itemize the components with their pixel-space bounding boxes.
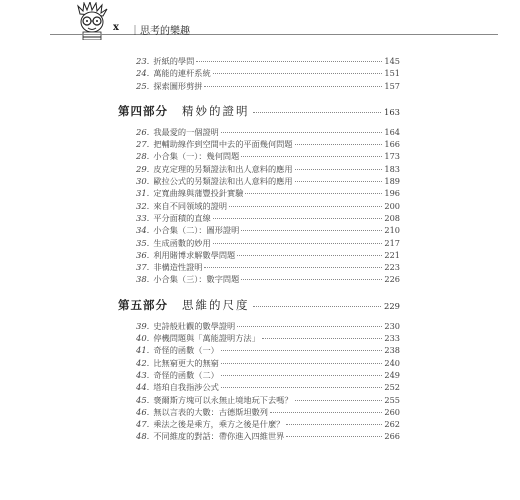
entry-number: 30. bbox=[136, 176, 150, 187]
entry-title: 把輔助線作到空間中去的平面幾何問題 bbox=[153, 139, 293, 150]
leader-dots bbox=[245, 193, 382, 194]
entry-number: 43. bbox=[136, 369, 150, 380]
entry-page: 262 bbox=[384, 419, 400, 430]
leader-dots bbox=[295, 169, 383, 170]
entry-title: 平分面積的直線 bbox=[153, 212, 211, 223]
table-of-contents bbox=[118, 56, 400, 444]
leader-dots bbox=[221, 363, 383, 364]
entry-page: 230 bbox=[384, 320, 400, 331]
entry-title: 探索圖形剪拼 bbox=[153, 80, 203, 91]
entry-page: 157 bbox=[384, 80, 400, 91]
entry-page: 210 bbox=[384, 225, 400, 236]
leader-dots bbox=[241, 230, 382, 231]
entry-page: 233 bbox=[384, 333, 400, 344]
entry-title: 利用賭博求解數學問題 bbox=[153, 249, 236, 260]
entry-title: 史詩般壯觀的數學證明 bbox=[153, 320, 236, 331]
entry-title: 停機問題與「萬能證明方法」 bbox=[153, 333, 260, 344]
entry-title: 非構造性證明 bbox=[153, 262, 203, 273]
toc-entry bbox=[118, 176, 400, 188]
toc-entry bbox=[118, 56, 400, 68]
leader-dots bbox=[204, 267, 382, 268]
page-number: x bbox=[113, 22, 119, 33]
toc-part-heading-5 bbox=[118, 297, 400, 313]
entry-title: 塔珀自我指涉公式 bbox=[153, 382, 219, 393]
entry-page: 217 bbox=[384, 237, 400, 248]
entry-number: 45. bbox=[136, 394, 150, 405]
entry-number: 46. bbox=[136, 406, 150, 417]
entry-page: 189 bbox=[384, 176, 400, 187]
entry-page: 252 bbox=[384, 382, 400, 393]
running-title: ｜思考的樂趣 bbox=[130, 26, 190, 37]
part-label: 第四部分 bbox=[118, 103, 168, 118]
entry-number: 28. bbox=[136, 151, 150, 162]
part-page: 229 bbox=[384, 300, 400, 311]
entry-page: 223 bbox=[384, 262, 400, 273]
toc-entry bbox=[118, 321, 400, 333]
entry-number: 34. bbox=[136, 225, 150, 236]
leader-dots bbox=[286, 436, 382, 437]
entry-number: 38. bbox=[136, 274, 150, 285]
entry-title: 褒爾斯方塊可以永無止境地玩下去嗎？ bbox=[153, 394, 293, 405]
entry-page: 151 bbox=[384, 68, 400, 79]
entry-number: 23. bbox=[136, 56, 150, 66]
leader-dots bbox=[221, 387, 383, 388]
entry-title: 不同維度的對話：帶你進入四維世界 bbox=[153, 431, 285, 442]
leader-dots bbox=[295, 181, 383, 182]
toc-entry bbox=[118, 225, 400, 237]
entry-title: 我最愛的一個證明 bbox=[153, 126, 219, 137]
toc-entry bbox=[118, 274, 400, 286]
leader-dots bbox=[221, 350, 383, 351]
entry-page: 249 bbox=[384, 369, 400, 380]
toc-entry bbox=[118, 238, 400, 250]
entry-number: 42. bbox=[136, 357, 150, 368]
leader-dots bbox=[221, 375, 383, 376]
entry-title: 奇怪的函數（二） bbox=[153, 369, 219, 380]
toc-entry bbox=[118, 407, 400, 419]
entry-page: 166 bbox=[384, 139, 400, 150]
entry-page: 255 bbox=[384, 394, 400, 405]
toc-entry bbox=[118, 127, 400, 139]
entry-number: 48. bbox=[136, 431, 150, 442]
entry-title: 小合集（二）：圖形證明 bbox=[153, 225, 240, 236]
entry-title: 無以言表的大數：古德斯坦數列 bbox=[153, 406, 268, 417]
entry-number: 36. bbox=[136, 249, 150, 260]
entry-page: 240 bbox=[384, 357, 400, 368]
entry-page: 173 bbox=[384, 151, 400, 162]
toc-entry bbox=[118, 333, 400, 345]
entry-title: 來自不同領域的證明 bbox=[153, 200, 228, 211]
toc-entry bbox=[118, 213, 400, 225]
entry-page: 183 bbox=[384, 163, 400, 174]
leader-dots bbox=[204, 86, 382, 87]
leader-dots bbox=[213, 73, 383, 74]
entry-number: 41. bbox=[136, 345, 150, 356]
toc-entry bbox=[118, 201, 400, 213]
toc-entry bbox=[118, 81, 400, 93]
entry-title: 生成函數的妙用 bbox=[153, 237, 211, 248]
entry-number: 35. bbox=[136, 237, 150, 248]
toc-entry bbox=[118, 151, 400, 163]
toc-entry bbox=[118, 395, 400, 407]
leader-dots bbox=[295, 400, 383, 401]
entry-page: 260 bbox=[384, 406, 400, 417]
entry-number: 44. bbox=[136, 382, 150, 393]
toc-group-part5 bbox=[118, 321, 400, 444]
entry-title: 小合集（一）：幾何問題 bbox=[153, 151, 240, 162]
leader-dots bbox=[213, 218, 383, 219]
entry-title: 比無窮更大的無窮 bbox=[153, 357, 219, 368]
entry-number: 33. bbox=[136, 212, 150, 223]
leader-dots bbox=[295, 144, 383, 145]
entry-page: 238 bbox=[384, 345, 400, 356]
toc-entry bbox=[118, 188, 400, 200]
entry-number: 32. bbox=[136, 200, 150, 211]
entry-number: 31. bbox=[136, 188, 150, 199]
entry-page: 221 bbox=[384, 249, 400, 260]
leader-dots bbox=[213, 243, 383, 244]
entry-title: 皮克定理的另類證法和出人意料的應用 bbox=[153, 163, 293, 174]
header-rule bbox=[50, 34, 498, 35]
leader-dots bbox=[196, 61, 382, 62]
entry-page: 164 bbox=[384, 126, 400, 137]
entry-page: 200 bbox=[384, 200, 400, 211]
entry-page: 226 bbox=[384, 274, 400, 285]
entry-page: 145 bbox=[384, 56, 400, 66]
entry-page: 196 bbox=[384, 188, 400, 199]
entry-number: 29. bbox=[136, 163, 150, 174]
leader-dots bbox=[253, 112, 382, 113]
entry-page: 208 bbox=[384, 212, 400, 223]
entry-number: 39. bbox=[136, 320, 150, 331]
entry-title: 乘法之後是乘方，乘方之後是什麼？ bbox=[153, 419, 285, 430]
entry-number: 24. bbox=[136, 68, 150, 79]
leader-dots bbox=[241, 156, 382, 157]
entry-number: 40. bbox=[136, 333, 150, 344]
entry-title: 奇怪的函數（一） bbox=[153, 345, 219, 356]
toc-entry bbox=[118, 370, 400, 382]
entry-number: 37. bbox=[136, 262, 150, 273]
part-label: 第五部分 bbox=[118, 297, 168, 312]
leader-dots bbox=[241, 279, 382, 280]
part-title: 精妙的證明 bbox=[182, 103, 250, 118]
toc-entry bbox=[118, 382, 400, 394]
toc-group-part3-tail bbox=[118, 56, 400, 93]
toc-group-part4 bbox=[118, 127, 400, 287]
entry-title: 定寬曲線與蒲豐投針實驗 bbox=[153, 188, 244, 199]
entry-page: 266 bbox=[384, 431, 400, 442]
entry-number: 25. bbox=[136, 80, 150, 91]
leader-dots bbox=[237, 326, 382, 327]
entry-number: 47. bbox=[136, 419, 150, 430]
entry-title: 小合集（三）：數字問題 bbox=[153, 274, 240, 285]
entry-title: 萬能的連杆系統 bbox=[153, 68, 211, 79]
book-title: 思考的樂趣 bbox=[140, 26, 190, 37]
toc-entry bbox=[118, 262, 400, 274]
page-header bbox=[0, 0, 520, 40]
leader-dots bbox=[270, 412, 382, 413]
entry-number: 27. bbox=[136, 139, 150, 150]
entry-number: 26. bbox=[136, 126, 150, 137]
part-page: 163 bbox=[384, 106, 400, 117]
toc-part-heading-4 bbox=[118, 103, 400, 119]
toc-entry bbox=[118, 139, 400, 151]
entry-title: 歐拉公式的另類證法和出人意料的應用 bbox=[153, 176, 293, 187]
leader-dots bbox=[221, 132, 383, 133]
toc-entry bbox=[118, 68, 400, 80]
leader-dots bbox=[253, 306, 382, 307]
toc-entry bbox=[118, 164, 400, 176]
toc-entry bbox=[118, 419, 400, 431]
leader-dots bbox=[237, 255, 382, 256]
leader-dots bbox=[229, 206, 382, 207]
toc-entry bbox=[118, 250, 400, 262]
toc-entry bbox=[118, 345, 400, 357]
leader-dots bbox=[286, 424, 382, 425]
part-title: 思維的尺度 bbox=[182, 297, 250, 312]
toc-entry bbox=[118, 358, 400, 370]
toc-entry bbox=[118, 431, 400, 443]
entry-title: 折紙的學問 bbox=[153, 56, 195, 66]
leader-dots bbox=[262, 338, 383, 339]
